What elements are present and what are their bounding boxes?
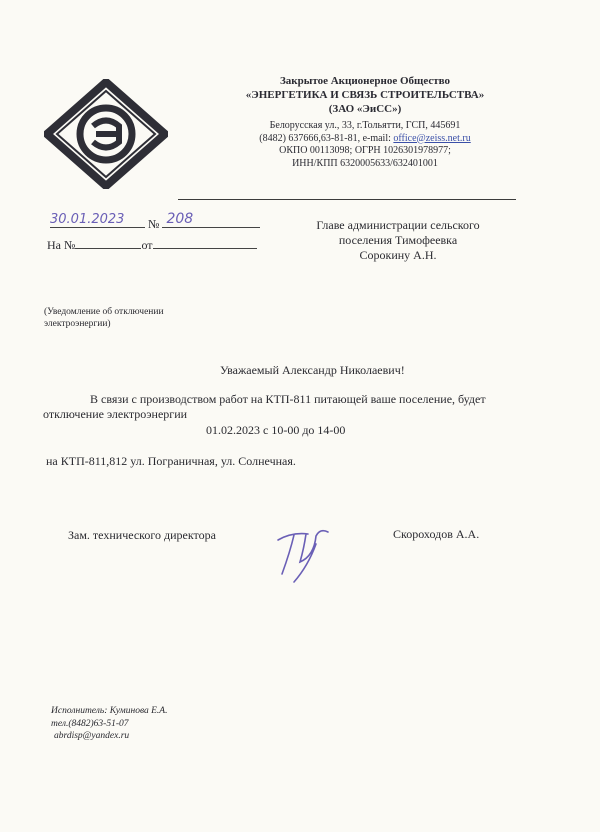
executor-phone: тел.(8482)63-51-07	[51, 718, 129, 729]
org-type: Закрытое Акционерное Общество	[279, 75, 451, 87]
body-paragraph-line-2: отключение электроэнергии	[43, 407, 188, 421]
number-label: №	[148, 217, 160, 231]
number-field	[162, 211, 260, 228]
addressee-line-3: Сорокину А.Н.	[359, 248, 437, 262]
incoming-ref-line	[47, 236, 257, 253]
on-number-field	[75, 236, 141, 249]
subject-line-1: (Уведомление об отключении	[44, 307, 164, 317]
org-inn: ИНН/КПП 6320005633/632401001	[292, 157, 438, 169]
handwritten-number: 208	[166, 211, 194, 227]
org-contacts	[180, 133, 550, 146]
executor-block	[51, 705, 168, 743]
addressee-line-2: поселения Тимофеевка	[338, 233, 458, 247]
outage-location: на КТП-811,812 ул. Пограничная, ул. Солнечная.	[46, 454, 296, 468]
org-short-name: (ЗАО «ЭиСС»)	[328, 103, 402, 115]
greeting: Уважаемый Александр Николаевич!	[220, 363, 405, 377]
subject-line-2: электроэнергии)	[44, 319, 111, 329]
addressee-line-1: Главе администрации сельского	[316, 218, 480, 232]
org-email-link[interactable]: office@zeiss.net.ru	[393, 132, 471, 144]
from-label: от	[141, 238, 153, 252]
body-paragraph-line-1: В связи с производством работ на КТП-811 питающей ваше поселение, будет	[90, 392, 486, 406]
outgoing-ref-line	[50, 211, 260, 232]
org-address: Белорусская ул., 33, г.Тольятти, ГСП, 445691	[269, 120, 461, 131]
date-field	[50, 212, 145, 228]
company-logo	[44, 79, 168, 189]
executor-email: abrdisp@yandex.ru	[54, 731, 130, 741]
signatory-name: Скороходов А.А.	[393, 527, 480, 541]
signatory-position: Зам. технического директора	[68, 528, 216, 542]
org-name: «ЭНЕРГЕТИКА И СВЯЗЬ СТРОИТЕЛЬСТВА»	[245, 89, 485, 101]
handwritten-date: 30.01.2023	[50, 212, 125, 227]
executor-name: Исполнитель: Куминова Е.А.	[51, 706, 168, 716]
subject	[44, 306, 164, 330]
company-header	[180, 74, 550, 170]
outage-datetime: 01.02.2023 с 10-00 до 14-00	[206, 423, 346, 437]
header-divider	[178, 199, 516, 200]
org-phone: (8482) 637666,63-81-81, e-mail:	[259, 132, 394, 144]
addressee	[298, 218, 498, 263]
on-number-label: На №	[47, 238, 76, 252]
from-date-field	[153, 236, 257, 249]
org-codes: ОКПО 00113098; ОГРН 1026301978977;	[279, 145, 451, 156]
handwritten-signature	[270, 522, 340, 584]
